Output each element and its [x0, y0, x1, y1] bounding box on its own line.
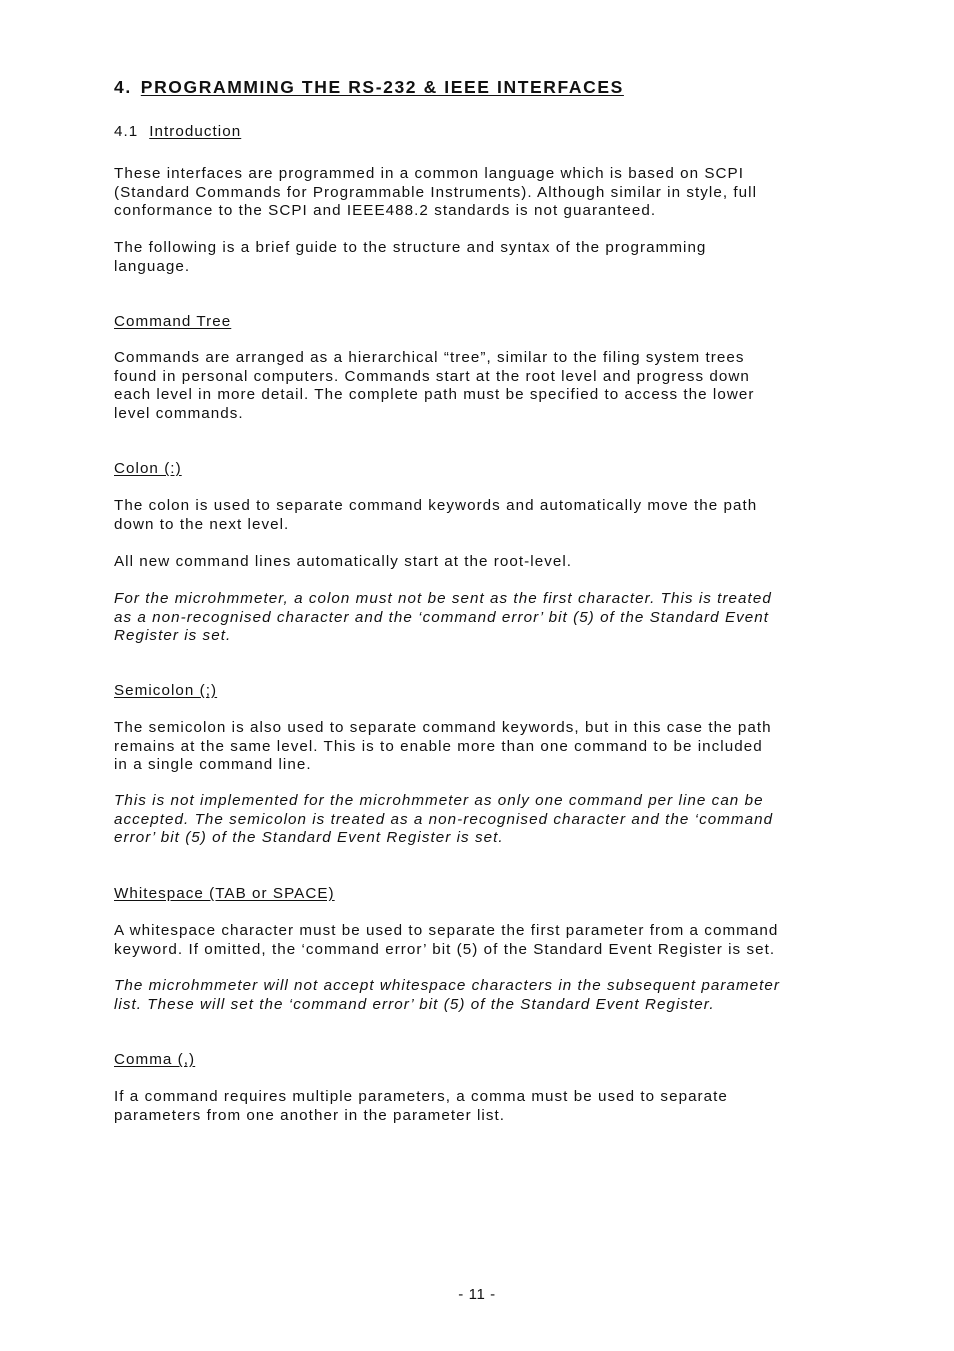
text-line: This is not implemented for the microhmmeter as only one command per line can be [114, 792, 764, 809]
chapter-title: PROGRAMMING THE RS-232 & IEEE INTERFACES [140, 77, 624, 97]
text-line: list. These will set the ‘command error’ bit (5) of the Standard Event Register. [114, 995, 715, 1013]
text-line: accepted. The semicolon is treated as a non-recognised character and the ‘command [114, 810, 774, 828]
semicolon-heading [114, 682, 866, 701]
command-tree-heading-text: Command Tree [114, 313, 232, 330]
text-line: language. [114, 257, 191, 275]
text-line: The colon is used to separate command keywords and automatically move the path [114, 497, 758, 514]
comma-heading [114, 1051, 866, 1070]
chapter-heading [114, 77, 624, 98]
page-number: - 11 - [458, 1286, 496, 1303]
chapter-number: 4. [114, 77, 132, 97]
whitespace-paragraph [114, 922, 866, 959]
colon-note [114, 590, 866, 646]
text-line: level commands. [114, 404, 244, 422]
text-line: The following is a brief guide to the structure and syntax of the programming [114, 239, 707, 256]
command-tree-heading [114, 313, 866, 332]
text-line: as a non-recognised character and the ‘command error’ bit (5) of the Standard Event [114, 608, 770, 626]
semicolon-note [114, 792, 866, 848]
whitespace-heading-text: Whitespace (TAB or SPACE) [114, 885, 335, 902]
command-tree-paragraph [114, 349, 866, 423]
text-line: parameters from one another in the parameter list. [114, 1106, 506, 1124]
semicolon-heading-text: Semicolon (;) [114, 682, 218, 699]
text-line: (Standard Commands for Programmable Instruments). Although similar in style, full [114, 183, 757, 201]
comma-heading-text: Comma (,) [114, 1051, 196, 1068]
text-line: For the microhmmeter, a colon must not be sent as the first character. This is treated [114, 590, 772, 607]
text-line: If a command requires multiple parameters, a comma must be used to separate [114, 1088, 728, 1105]
colon-paragraph-2 [114, 553, 866, 572]
text-line: The semicolon is also used to separate command keywords, but in this case the path [114, 719, 772, 736]
comma-paragraph [114, 1088, 866, 1125]
text-line: down to the next level. [114, 515, 290, 533]
section-number: 4.1 [114, 123, 139, 140]
whitespace-heading [114, 885, 866, 904]
text-line: error’ bit (5) of the Standard Event Register is set. [114, 829, 504, 846]
text-line: in a single command line. [114, 756, 312, 773]
text-line: conformance to the SCPI and IEEE488.2 standards is not guaranteed. [114, 202, 657, 219]
text-line: A whitespace character must be used to separate the first parameter from a command [114, 922, 779, 939]
text-line: The microhmmeter will not accept whitespace characters in the subsequent parameter [114, 977, 781, 994]
semicolon-paragraph [114, 719, 866, 775]
text-line: keyword. If omitted, the ‘command error’ bit (5) of the Standard Event Register is set. [114, 940, 776, 958]
text-line: These interfaces are programmed in a common language which is based on SCPI [114, 165, 745, 182]
whitespace-note [114, 977, 866, 1014]
section-heading [114, 123, 866, 142]
text-line: each level in more detail. The complete path must be specified to access the lower [114, 386, 755, 403]
intro-paragraph-1 [114, 165, 866, 221]
text-line: found in personal computers. Commands start at the root level and progress down [114, 367, 750, 385]
section-title: Introduction [149, 123, 242, 140]
intro-paragraph-2 [114, 239, 866, 276]
text-line: Register is set. [114, 627, 232, 644]
text-line: remains at the same level. This is to enable more than one command to be included [114, 737, 763, 755]
colon-heading-text: Colon (:) [114, 460, 182, 477]
colon-heading [114, 460, 866, 479]
colon-paragraph-1 [114, 497, 866, 534]
text-line: Commands are arranged as a hierarchical “tree”, similar to the filing system trees [114, 349, 745, 366]
text-line: All new command lines automatically start at the root-level. [114, 553, 573, 570]
